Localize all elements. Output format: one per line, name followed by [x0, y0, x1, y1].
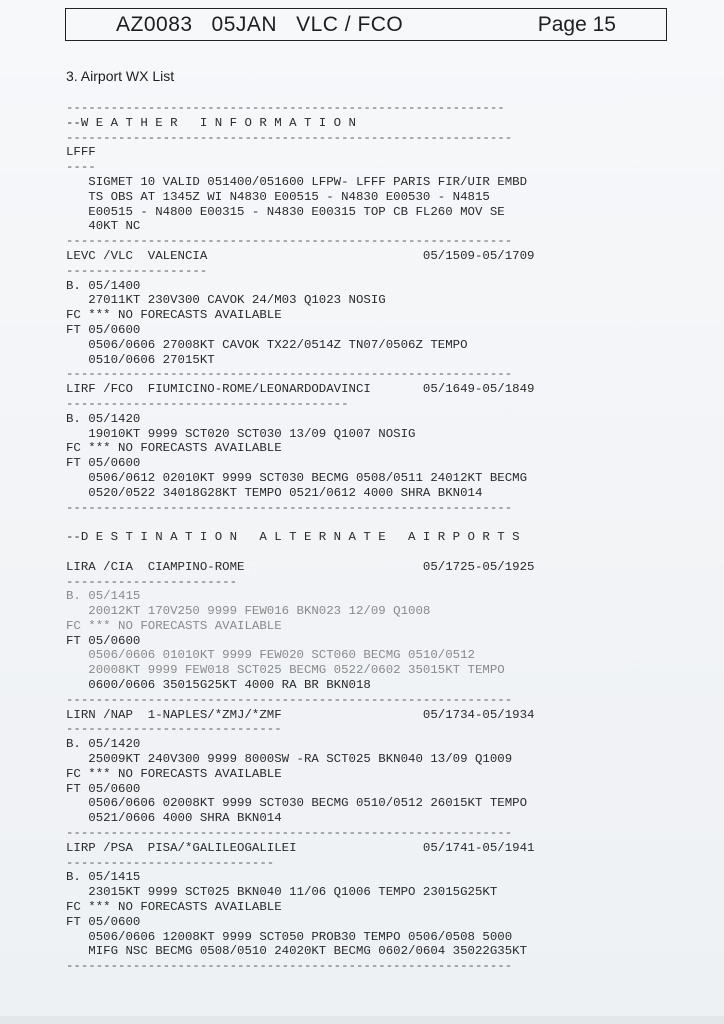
text-line: --D E S T I N A T I O N A L T E R N A T E A I R P O R T S [66, 530, 520, 545]
text-line: E00515 - N4800 E00315 - N4830 E00315 TOP CB FL260 MOV SE [66, 204, 505, 219]
text-line: 0521/0606 4000 SHRA BKN014 [66, 811, 282, 826]
text-line: 0506/0606 27008KT CAVOK TX22/0514Z TN07/0506Z TEMPO [66, 337, 468, 352]
text-line: FT 05/0600 [66, 633, 141, 648]
text-line: 23015KT 9999 SCT025 BKN040 11/06 Q1006 TEMPO 23015G25KT [66, 885, 498, 900]
text-line: FT 05/0600 [66, 781, 141, 796]
separator-line: ------------------------------------------------------------ [66, 130, 513, 145]
page-number: Page 15 [537, 13, 616, 36]
text-line: 27011KT 230V300 CAVOK 24/M03 Q1023 NOSIG [66, 293, 386, 308]
text-line: FT 05/0600 [66, 322, 141, 337]
text-line: TS OBS AT 1345Z WI N4830 E00515 - N4830 E00530 - N4815 [66, 189, 490, 204]
text-line: LIRF /FCO FIUMICINO-ROME/LEONARDODAVINCI 05/1649-05/1849 [66, 382, 535, 397]
text-line: FC *** NO FORECASTS AVAILABLE [66, 766, 282, 781]
separator-line: ------------------------------------------------------------ [66, 500, 513, 515]
text-line: 19010KT 9999 SCT020 SCT030 13/09 Q1007 NOSIG [66, 426, 416, 441]
text-line: B. 05/1415 [66, 589, 141, 604]
text-line: 0510/0606 27015KT [66, 352, 215, 367]
separator-line: ----------------------- [66, 574, 238, 589]
text-line: 0506/0606 12008KT 9999 SCT050 PROB30 TEMPO 0506/0508 5000 [66, 929, 513, 944]
text-line: 25009KT 240V300 9999 8000SW -RA SCT025 BKN040 13/09 Q1009 [66, 752, 513, 767]
text-line: LEVC /VLC VALENCIA 05/1509-05/1709 [66, 248, 535, 263]
text-line: FC *** NO FORECASTS AVAILABLE [66, 308, 282, 323]
flight-title: AZ0083 05JAN VLC / FCO [116, 13, 404, 36]
text-line: 0600/0606 35015G25KT 4000 RA BR BKN018 [66, 678, 371, 693]
text-line: 40KT NC [66, 219, 141, 234]
text-line: LIRN /NAP 1-NAPLES/*ZMJ/*ZMF 05/1734-05/1934 [66, 707, 535, 722]
text-line: B. 05/1420 [66, 411, 141, 426]
separator-line: ------------------------------------------------------------ [66, 826, 513, 841]
separator-line: ----------------------------------------------------------- [66, 101, 505, 115]
text-line: FC *** NO FORECASTS AVAILABLE [66, 618, 282, 633]
text-line: LFFF [66, 145, 96, 160]
text-line: LIRP /PSA PISA/*GALILEOGALILEI 05/1741-05/1941 [66, 840, 535, 855]
text-line: 0506/0612 02010KT 9999 SCT030 BECMG 0508/0511 24012KT BECMG [66, 470, 528, 485]
text-line: LIRA /CIA CIAMPINO-ROME 05/1725-05/1925 [66, 559, 535, 574]
text-line: B. 05/1415 [66, 870, 141, 885]
text-line: 0520/0522 34018G28KT TEMPO 0521/0612 4000 SHRA BKN014 [66, 485, 483, 500]
separator-line: ---------------------------- [66, 855, 275, 870]
text-line [66, 545, 534, 560]
text-line: SIGMET 10 VALID 051400/051600 LFPW- LFFF PARIS FIR/UIR EMBD [66, 174, 528, 189]
text-line: B. 05/1420 [66, 737, 141, 752]
text-line: --W E A T H E R I N F O R M A T I O N [66, 115, 356, 130]
text-line: 0506/0606 01010KT 9999 FEW020 SCT060 BECMG 0510/0512 [66, 648, 475, 663]
text-line: B. 05/1400 [66, 278, 141, 293]
separator-line: ------------------------------------------------------------ [66, 367, 513, 382]
page-bottom-edge [0, 1016, 724, 1024]
text-line: 20008KT 9999 FEW018 SCT025 BECMG 0522/0602 35015KT TEMPO [66, 663, 505, 678]
separator-line: ------------------------------------------------------------ [66, 959, 513, 974]
text-line: 20012KT 170V250 9999 FEW016 BKN023 12/09 Q1008 [66, 604, 431, 619]
text-line: FC *** NO FORECASTS AVAILABLE [66, 900, 282, 915]
text-line [66, 515, 534, 530]
separator-line: -------------------------------------- [66, 396, 349, 411]
text-line: FC *** NO FORECASTS AVAILABLE [66, 441, 282, 456]
separator-line: ------------------------------------------------------------ [66, 692, 513, 707]
text-line: MIFG NSC BECMG 0508/0510 24020KT BECMG 0602/0604 35022G35KT [66, 944, 528, 959]
section-title: 3. Airport WX List [66, 68, 175, 84]
separator-line: ----------------------------- [66, 722, 282, 737]
text-line: 0506/0606 02008KT 9999 SCT030 BECMG 0510/0512 26015KT TEMPO [66, 796, 528, 811]
separator-line: ------------------------------------------------------------ [66, 234, 513, 249]
page-header [65, 8, 667, 41]
text-line: FT 05/0600 [66, 456, 141, 471]
separator-line: ---- [66, 160, 96, 175]
text-line: FT 05/0600 [66, 914, 141, 929]
weather-text-block [66, 101, 534, 974]
separator-line: ------------------- [66, 263, 208, 278]
